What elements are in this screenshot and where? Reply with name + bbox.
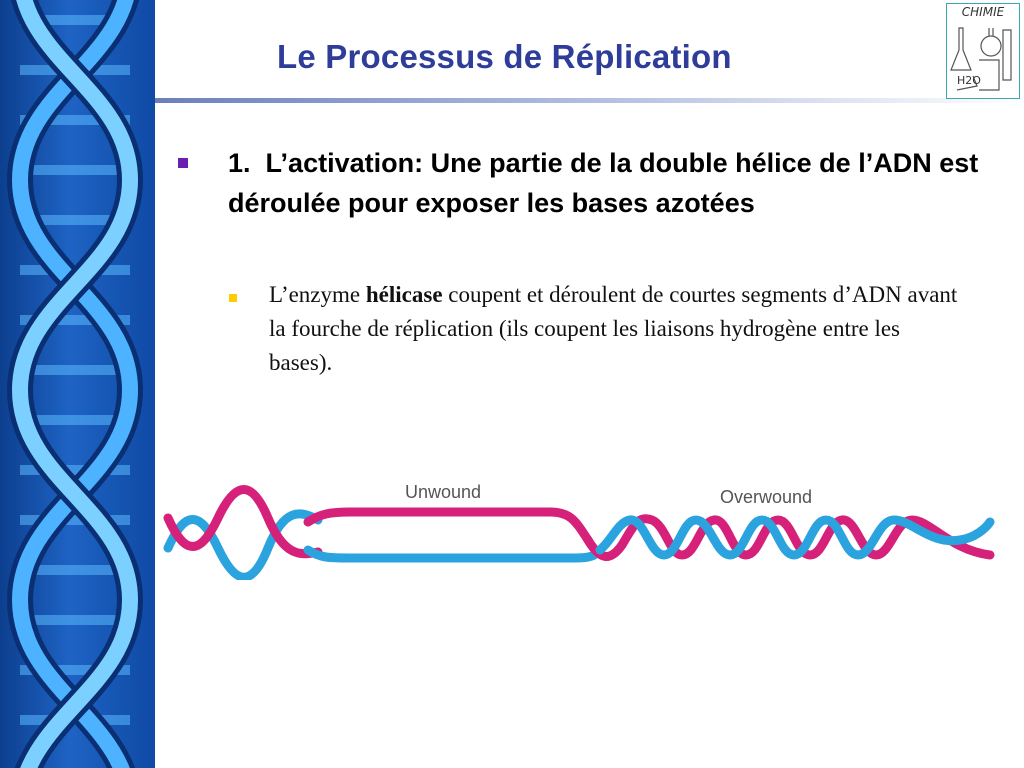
dna-helix-image [0, 0, 155, 768]
svg-text:H2O: H2O [957, 74, 981, 87]
logo-label: CHIMIE [961, 5, 1005, 19]
overwound-label: Overwound [720, 487, 813, 507]
point-text: : Une partie de la double hélice de l’ADN est déroulée pour exposer les bases azotées [228, 148, 979, 218]
helicase-text-before: L’enzyme [269, 282, 366, 307]
sub-bullet-marker [229, 294, 237, 302]
title-divider [155, 98, 1024, 103]
dna-unwinding-diagram [160, 470, 1010, 580]
point-heading: L’activation [265, 148, 415, 178]
helicase-term: hélicase [365, 282, 443, 307]
overwound-helix [588, 519, 990, 557]
bullet-marker [178, 158, 188, 168]
point-activation [228, 143, 998, 223]
chemistry-logo [946, 3, 1020, 99]
unwound-label: Unwound [405, 482, 482, 502]
dna-sidebar [0, 0, 155, 768]
point-number: 1. [228, 148, 251, 178]
point-helicase [269, 278, 959, 380]
slide-title: Le Processus de Réplication [277, 38, 732, 75]
lab-glassware-icon [949, 20, 1017, 96]
unwound-bubble [308, 512, 600, 558]
left-helix [168, 490, 318, 578]
helicase-text-after: coupent et déroulent de courtes segments d’ADN avant la fourche de réplication (ils coupent les liaisons hydrogène entre les bases). [269, 282, 958, 375]
